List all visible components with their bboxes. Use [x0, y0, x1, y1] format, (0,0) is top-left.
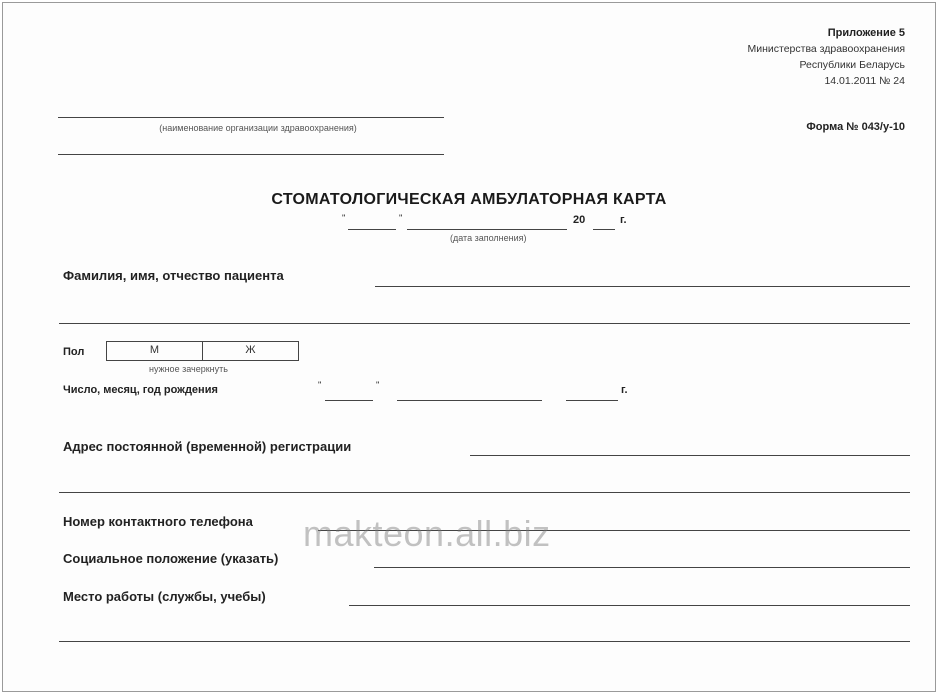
- fill-year-line[interactable]: [593, 229, 615, 230]
- fill-date-close-quote: ": [399, 213, 403, 224]
- birth-month-line[interactable]: [397, 400, 542, 401]
- workplace-label: Место работы (службы, учебы): [63, 589, 266, 604]
- address-label: Адрес постоянной (временной) регистрации: [63, 439, 352, 454]
- patient-name-line-2[interactable]: [59, 323, 910, 324]
- form-number: Форма № 043/у-10: [806, 121, 905, 133]
- page-title: СТОМАТОЛОГИЧЕСКАЯ АМБУЛАТОРНАЯ КАРТА: [271, 191, 667, 208]
- appendix-block: [748, 25, 906, 89]
- birth-date-open-quote: ": [318, 380, 322, 391]
- birth-date-close-quote: ": [376, 380, 380, 391]
- fill-day-line[interactable]: [348, 229, 396, 230]
- fill-date-open-quote: ": [342, 213, 346, 224]
- appendix-ministry: Министерства здравоохранения: [747, 43, 905, 55]
- org-name-caption: (наименование организации здравоохранения): [159, 123, 357, 133]
- sex-note: нужное зачеркнуть: [149, 364, 228, 374]
- address-line[interactable]: [470, 455, 910, 456]
- patient-name-label: Фамилия, имя, отчество пациента: [63, 268, 284, 283]
- address-line-2[interactable]: [59, 492, 910, 493]
- fill-year-prefix: 20: [573, 214, 586, 226]
- org-name-line[interactable]: [58, 117, 444, 118]
- sex-option-male[interactable]: М: [107, 342, 203, 360]
- social-status-line[interactable]: [374, 567, 910, 568]
- workplace-line[interactable]: [349, 605, 910, 606]
- fill-date-caption: (дата заполнения): [450, 233, 527, 243]
- appendix-date-number: 14.01.2011 № 24: [824, 75, 905, 87]
- birth-year-line[interactable]: [566, 400, 618, 401]
- social-status-label: Социальное положение (указать): [63, 551, 279, 566]
- appendix-country: Республики Беларусь: [799, 59, 905, 71]
- watermark: makteon.all.biz: [303, 513, 551, 554]
- birth-date-label: Число, месяц, год рождения: [63, 384, 218, 396]
- sex-selector: [106, 341, 299, 361]
- sex-label: Пол: [63, 346, 85, 358]
- sex-option-female[interactable]: Ж: [245, 344, 256, 356]
- org-name-line-2[interactable]: [58, 154, 444, 155]
- appendix-title: Приложение 5: [827, 27, 905, 39]
- fill-month-line[interactable]: [407, 229, 567, 230]
- phone-label: Номер контактного телефона: [63, 514, 253, 529]
- birth-year-suffix: г.: [621, 384, 628, 396]
- birth-day-line[interactable]: [325, 400, 373, 401]
- patient-name-line[interactable]: [375, 286, 910, 287]
- dental-card-form: [2, 2, 936, 692]
- fill-year-suffix: г.: [620, 214, 627, 226]
- workplace-line-2[interactable]: [59, 641, 910, 642]
